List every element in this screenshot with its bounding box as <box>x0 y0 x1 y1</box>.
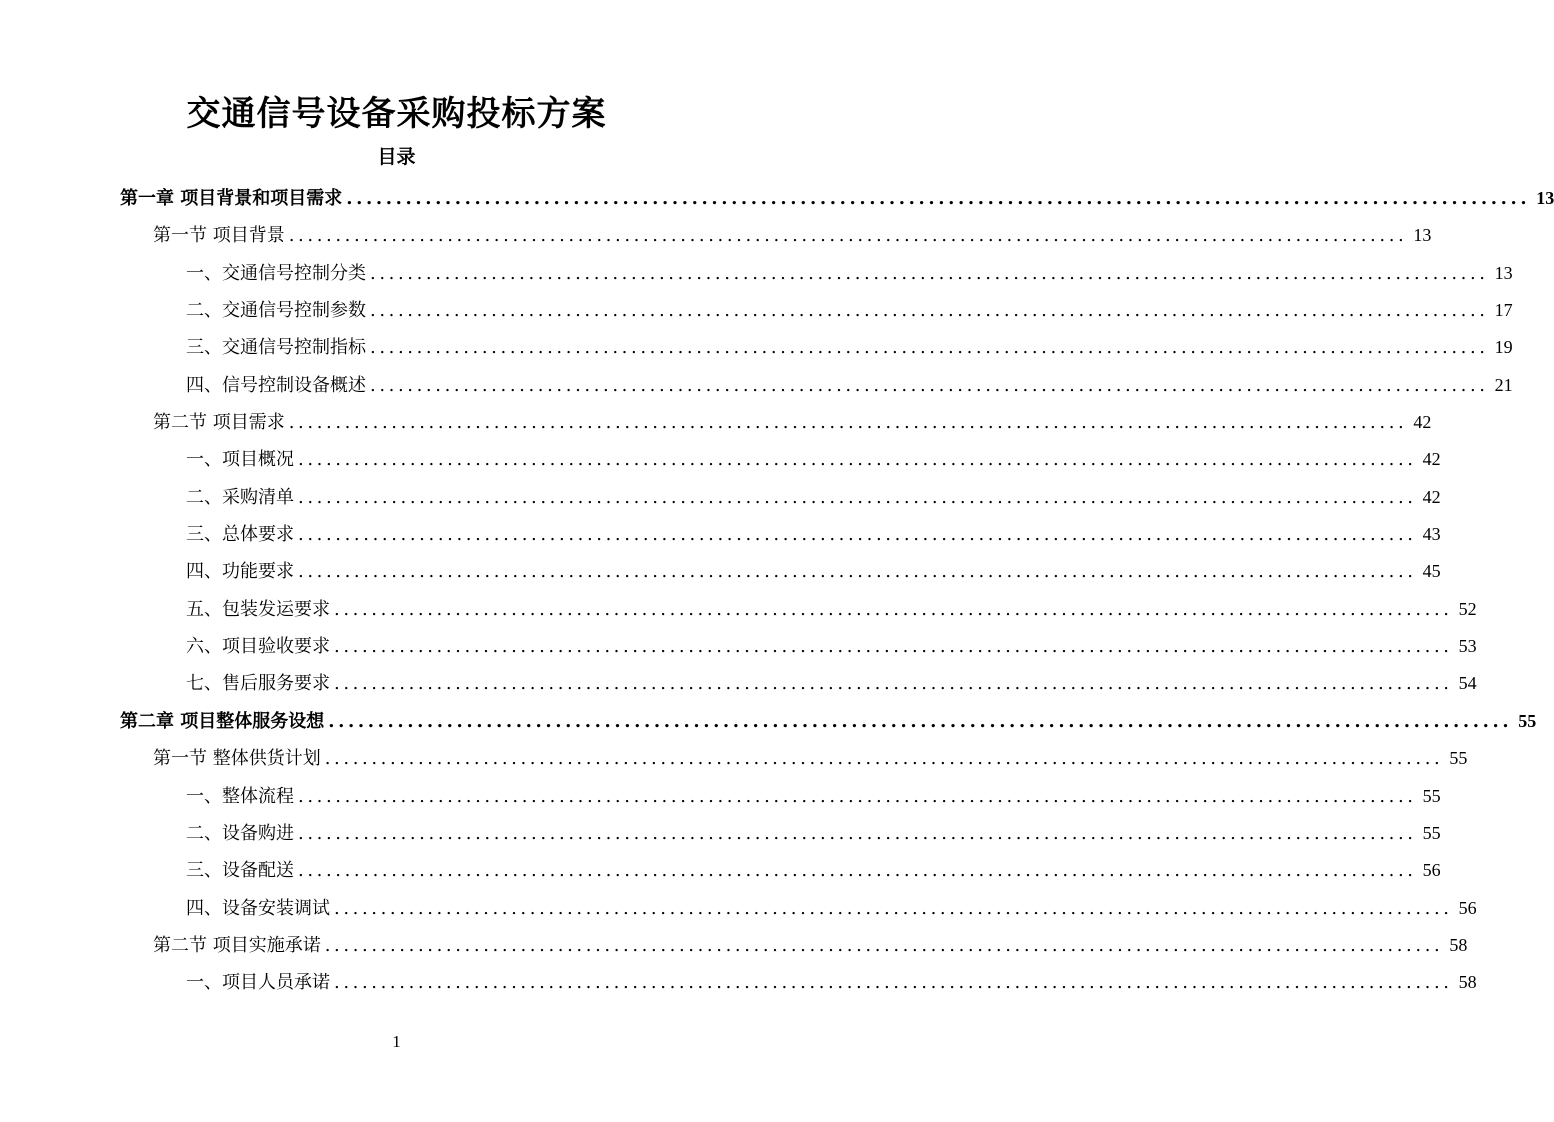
toc-entry-text: 四、设备安装调试 <box>186 897 330 919</box>
toc-dot-leader: ........................................................................................................................ <box>334 636 1453 658</box>
toc-entry-page: 19 <box>1494 337 1513 358</box>
toc-dot-leader: ........................................................................................................................ <box>298 785 1417 807</box>
toc-entry-text: 二、交通信号控制参数 <box>186 300 366 322</box>
toc-entry-section[interactable] <box>153 217 1432 254</box>
toc-entry-page: 55 <box>1422 822 1441 843</box>
toc-entry-text: 三、总体要求 <box>186 524 294 546</box>
toc-entry-text: 一、项目概况 <box>186 449 294 471</box>
toc-entry-page: 55 <box>1422 785 1441 806</box>
toc-entry-chapter[interactable] <box>120 180 1554 217</box>
toc-entry-text: 第一节 整体供货计划 <box>153 748 321 770</box>
toc-entry-page: 21 <box>1494 374 1513 395</box>
toc-entry-text: 二、采购清单 <box>186 486 294 508</box>
toc-dot-leader: ........................................................................................................................ <box>346 188 1531 209</box>
toc-entry-page: 55 <box>1518 710 1537 731</box>
toc-entry-section[interactable] <box>153 927 1468 964</box>
toc-entry-item[interactable] <box>186 964 1477 1001</box>
toc-entry-text: 二、设备购进 <box>186 822 294 844</box>
toc-entry-page: 42 <box>1422 486 1441 507</box>
document-title: 交通信号设备采购投标方案 <box>186 94 607 134</box>
toc-entry-chapter[interactable] <box>120 703 1537 740</box>
toc-dot-leader: ........................................................................................................................ <box>298 822 1417 844</box>
toc-entry-page: 58 <box>1449 934 1468 955</box>
toc-entry-item[interactable] <box>186 255 1513 292</box>
toc-entry-text: 第二章 项目整体服务设想 <box>120 710 325 732</box>
page-number: 1 <box>392 1032 401 1051</box>
toc-entry-page: 43 <box>1422 524 1441 545</box>
toc-entry-page: 56 <box>1422 860 1441 881</box>
toc-entry-page: 42 <box>1422 449 1441 470</box>
toc-entry-page: 52 <box>1458 598 1477 619</box>
toc-dot-leader: ........................................................................................................................ <box>298 486 1417 508</box>
table-of-contents <box>0 180 1554 1002</box>
toc-dot-leader: ........................................................................................................................ <box>298 860 1417 882</box>
toc-entry-item[interactable] <box>186 329 1513 366</box>
toc-dot-leader: ........................................................................................................................ <box>334 673 1453 695</box>
toc-entry-page: 13 <box>1536 188 1554 208</box>
toc-dot-leader: ........................................................................................................................ <box>298 524 1417 546</box>
toc-entry-item[interactable] <box>186 553 1441 590</box>
toc-entry-text: 三、交通信号控制指标 <box>186 337 366 359</box>
toc-dot-leader: ........................................................................................................................ <box>298 561 1417 583</box>
toc-entry-text: 五、包装发运要求 <box>186 598 330 620</box>
toc-entry-page: 42 <box>1413 412 1432 433</box>
toc-entry-text: 四、信号控制设备概述 <box>186 374 366 396</box>
toc-entry-text: 第二节 项目需求 <box>153 412 285 434</box>
toc-dot-leader: ........................................................................................................................ <box>288 412 1408 434</box>
toc-dot-leader: ........................................................................................................................ <box>370 337 1489 359</box>
toc-entry-item[interactable] <box>186 516 1441 553</box>
toc-entry-item[interactable] <box>186 665 1477 702</box>
toc-entry-page: 55 <box>1449 748 1468 769</box>
toc-entry-page: 53 <box>1458 636 1477 657</box>
toc-entry-text: 第一章 项目背景和项目需求 <box>120 188 343 209</box>
toc-dot-leader: ........................................................................................................................ <box>328 710 1513 732</box>
toc-dot-leader: ........................................................................................................................ <box>370 374 1489 396</box>
toc-entry-item[interactable] <box>186 292 1513 329</box>
toc-entry-page: 56 <box>1458 897 1477 918</box>
toc-entry-section[interactable] <box>153 740 1468 777</box>
toc-entry-item[interactable] <box>186 441 1441 478</box>
toc-dot-leader: ........................................................................................................................ <box>324 934 1444 956</box>
toc-dot-leader: ........................................................................................................................ <box>370 300 1489 322</box>
toc-entry-item[interactable] <box>186 479 1441 516</box>
toc-entry-text: 一、交通信号控制分类 <box>186 262 366 284</box>
toc-entry-page: 54 <box>1458 673 1477 694</box>
toc-entry-text: 第二节 项目实施承诺 <box>153 934 321 956</box>
toc-entry-page: 58 <box>1458 972 1477 993</box>
toc-dot-leader: ........................................................................................................................ <box>298 449 1417 471</box>
toc-entry-text: 六、项目验收要求 <box>186 636 330 658</box>
toc-entry-item[interactable] <box>186 852 1441 889</box>
toc-entry-text: 第一节 项目背景 <box>153 225 285 247</box>
toc-dot-leader: ........................................................................................................................ <box>334 972 1453 994</box>
toc-heading: 目录 <box>377 146 416 168</box>
toc-entry-item[interactable] <box>186 367 1513 404</box>
toc-dot-leader: ........................................................................................................................ <box>334 598 1453 620</box>
toc-entry-text: 四、功能要求 <box>186 561 294 583</box>
toc-entry-item[interactable] <box>186 778 1441 815</box>
toc-entry-item[interactable] <box>186 890 1477 927</box>
toc-entry-item[interactable] <box>186 815 1441 852</box>
toc-entry-text: 七、售后服务要求 <box>186 673 330 695</box>
toc-entry-text: 三、设备配送 <box>186 860 294 882</box>
toc-entry-item[interactable] <box>186 628 1477 665</box>
toc-entry-item[interactable] <box>186 591 1477 628</box>
toc-entry-text: 一、整体流程 <box>186 785 294 807</box>
toc-dot-leader: ........................................................................................................................ <box>288 225 1408 247</box>
toc-dot-leader: ........................................................................................................................ <box>370 262 1489 284</box>
toc-dot-leader: ........................................................................................................................ <box>334 897 1453 919</box>
toc-entry-page: 13 <box>1494 262 1513 283</box>
toc-entry-page: 17 <box>1494 300 1513 321</box>
toc-entry-text: 一、项目人员承诺 <box>186 972 330 994</box>
toc-entry-page: 45 <box>1422 561 1441 582</box>
toc-entry-section[interactable] <box>153 404 1432 441</box>
toc-dot-leader: ........................................................................................................................ <box>324 748 1444 770</box>
toc-entry-page: 13 <box>1413 225 1432 246</box>
